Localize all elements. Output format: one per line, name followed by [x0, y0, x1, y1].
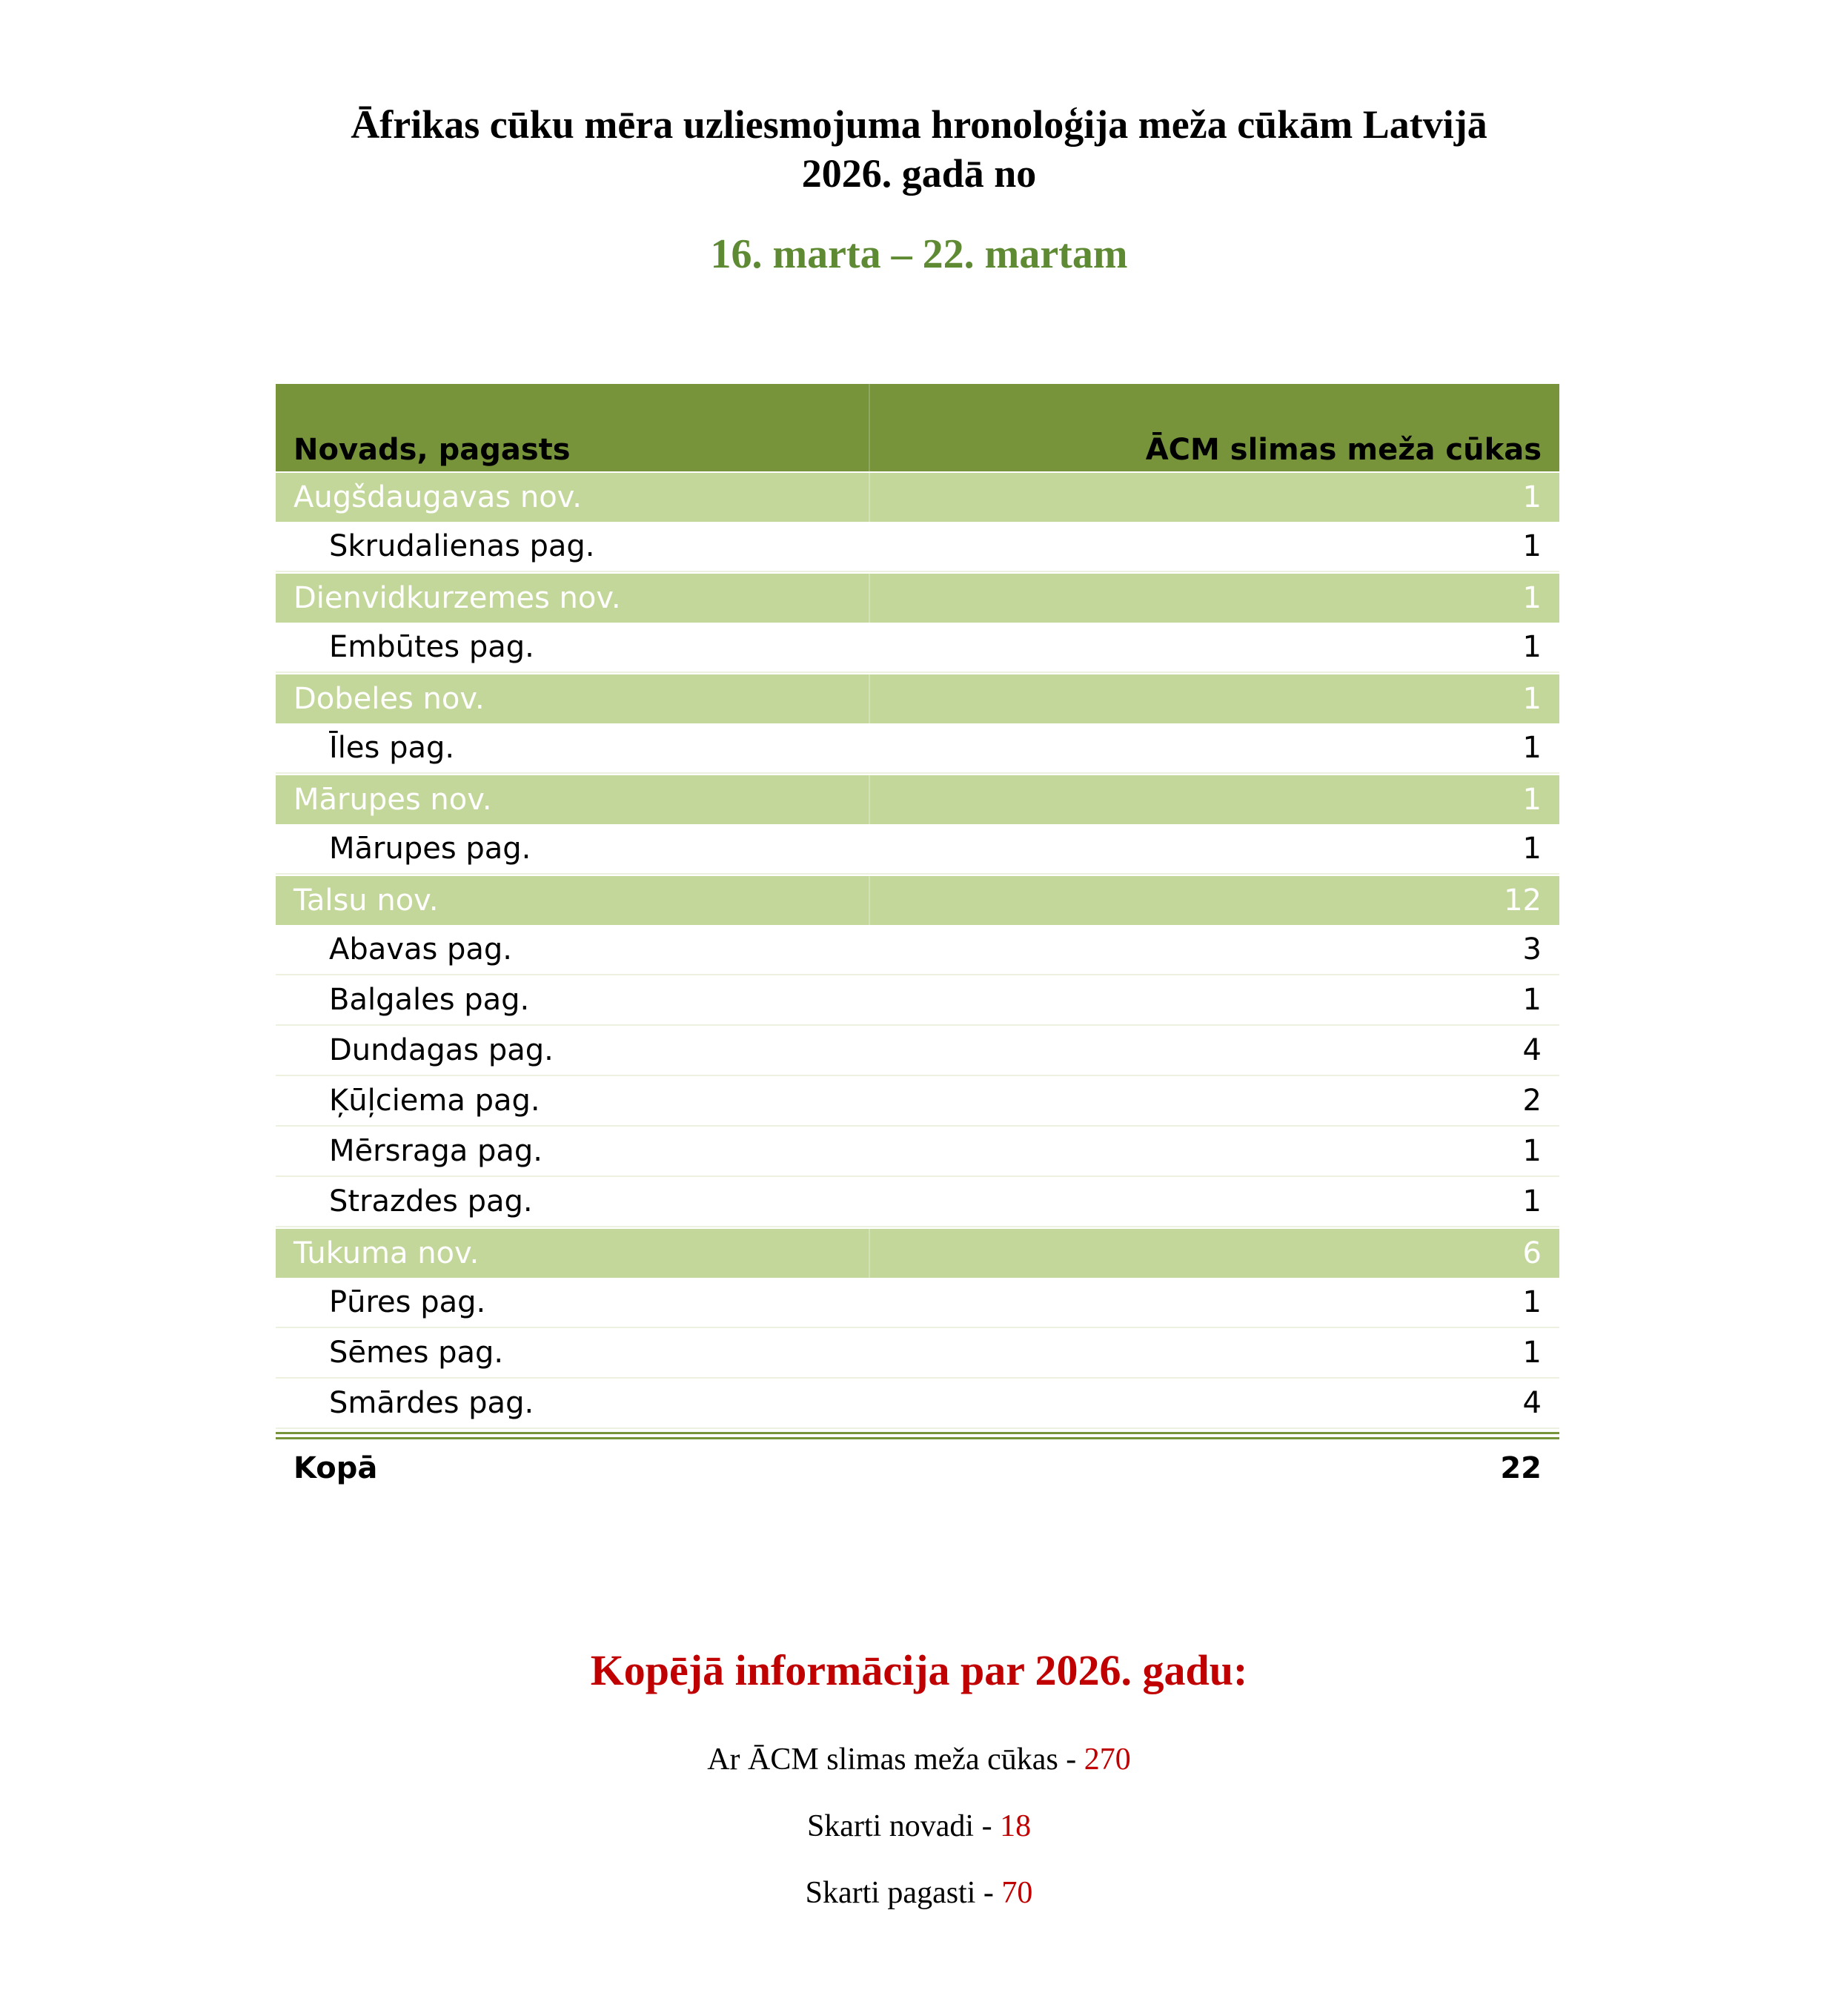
row-value: 1	[1522, 630, 1542, 664]
summary-line-districts	[0, 1808, 1838, 1844]
row-value: 1	[1522, 581, 1542, 615]
summary-districts-value: 18	[1000, 1809, 1032, 1843]
table-row-district	[276, 572, 1559, 623]
row-name: Tukuma nov.	[293, 1236, 480, 1270]
header-divider	[869, 384, 870, 471]
row-name: Sēmes pag.	[329, 1336, 504, 1370]
table-header	[276, 384, 1559, 471]
row-value: 1	[1522, 682, 1542, 716]
col-header-region: Novads, pagasts	[293, 433, 571, 467]
row-divider	[869, 876, 870, 925]
row-divider	[869, 574, 870, 623]
date-range-subtitle: 16. marta – 22. martam	[710, 231, 1128, 277]
row-value: 1	[1522, 1285, 1542, 1319]
row-value: 2	[1522, 1084, 1542, 1118]
row-name: Ķūļciema pag.	[329, 1084, 540, 1118]
row-divider	[869, 473, 870, 522]
table-row-parish	[276, 1127, 1559, 1177]
row-name: Mārupes nov.	[293, 783, 492, 817]
row-name: Dienvidkurzemes nov.	[293, 581, 621, 615]
table-row-parish	[276, 1278, 1559, 1328]
row-name: Mārupes pag.	[329, 832, 531, 866]
row-value: 4	[1522, 1386, 1542, 1420]
table-row-parish	[276, 522, 1559, 572]
row-divider	[869, 674, 870, 723]
row-value: 1	[1522, 529, 1542, 563]
table-row-parish	[276, 925, 1559, 975]
summary-line-cases	[0, 1742, 1838, 1777]
row-value: 1	[1522, 1336, 1542, 1370]
row-value: 4	[1522, 1033, 1542, 1067]
total-row	[276, 1439, 1559, 1497]
table-row-district	[276, 1227, 1559, 1278]
row-name: Pūres pag.	[329, 1285, 486, 1319]
table-row-parish	[276, 723, 1559, 774]
table-row-parish	[276, 1026, 1559, 1076]
row-name: Balgales pag.	[329, 983, 530, 1017]
table-row-district	[276, 673, 1559, 723]
table-row-parish	[276, 1379, 1559, 1429]
row-name: Embūtes pag.	[329, 630, 534, 664]
outbreak-table	[276, 384, 1559, 1497]
row-name: Abavas pag.	[329, 932, 513, 966]
col-header-cases: ĀCM slimas meža cūkas	[1145, 433, 1542, 467]
total-value: 22	[1500, 1451, 1542, 1485]
row-name: Dundagas pag.	[329, 1033, 554, 1067]
row-value: 1	[1522, 731, 1542, 765]
table-row-parish	[276, 1328, 1559, 1379]
row-value: 1	[1522, 1134, 1542, 1168]
total-divider-top	[276, 1432, 1559, 1434]
table-row-parish	[276, 824, 1559, 875]
document-title	[0, 100, 1838, 198]
row-value: 1	[1522, 480, 1542, 514]
row-name: Augšdaugavas nov.	[293, 480, 582, 514]
row-value: 1	[1522, 983, 1542, 1017]
row-value: 3	[1522, 932, 1542, 966]
table-row-district	[276, 774, 1559, 824]
summary-cases-value: 270	[1084, 1743, 1131, 1777]
row-name: Dobeles nov.	[293, 682, 485, 716]
table-row-district	[276, 875, 1559, 925]
row-divider	[869, 1229, 870, 1278]
table-body	[276, 471, 1559, 1429]
summary-parishes-value: 70	[1001, 1876, 1033, 1910]
row-value: 1	[1522, 832, 1542, 866]
row-name: Strazdes pag.	[329, 1184, 533, 1218]
summary-parishes-label: Skarti pagasti -	[805, 1876, 1002, 1910]
row-name: Smārdes pag.	[329, 1386, 534, 1420]
summary-cases-label: Ar ĀCM slimas meža cūkas -	[707, 1743, 1084, 1777]
total-label: Kopā	[293, 1451, 378, 1485]
table-row-district	[276, 471, 1559, 522]
row-value: 12	[1504, 883, 1542, 918]
title-line-2: 2026. gadā no	[801, 151, 1037, 196]
row-name: Īles pag.	[329, 731, 455, 765]
table-row-parish	[276, 1177, 1559, 1227]
table-row-parish	[276, 623, 1559, 673]
summary-districts-label: Skarti novadi -	[806, 1809, 1001, 1843]
row-value: 1	[1522, 783, 1542, 817]
summary-line-parishes	[0, 1875, 1838, 1911]
title-line-1: Āfrikas cūku mēra uzliesmojuma hronoloģija meža cūkām Latvijā	[351, 102, 1487, 147]
row-name: Skrudalienas pag.	[329, 529, 595, 563]
row-value: 1	[1522, 1184, 1542, 1218]
summary-title: Kopējā informācija par 2026. gadu:	[590, 1646, 1248, 1694]
table-row-parish	[276, 975, 1559, 1026]
row-name: Talsu nov.	[293, 883, 439, 918]
row-name: Mērsraga pag.	[329, 1134, 543, 1168]
row-divider	[869, 775, 870, 824]
row-value: 6	[1522, 1236, 1542, 1270]
table-row-parish	[276, 1076, 1559, 1127]
